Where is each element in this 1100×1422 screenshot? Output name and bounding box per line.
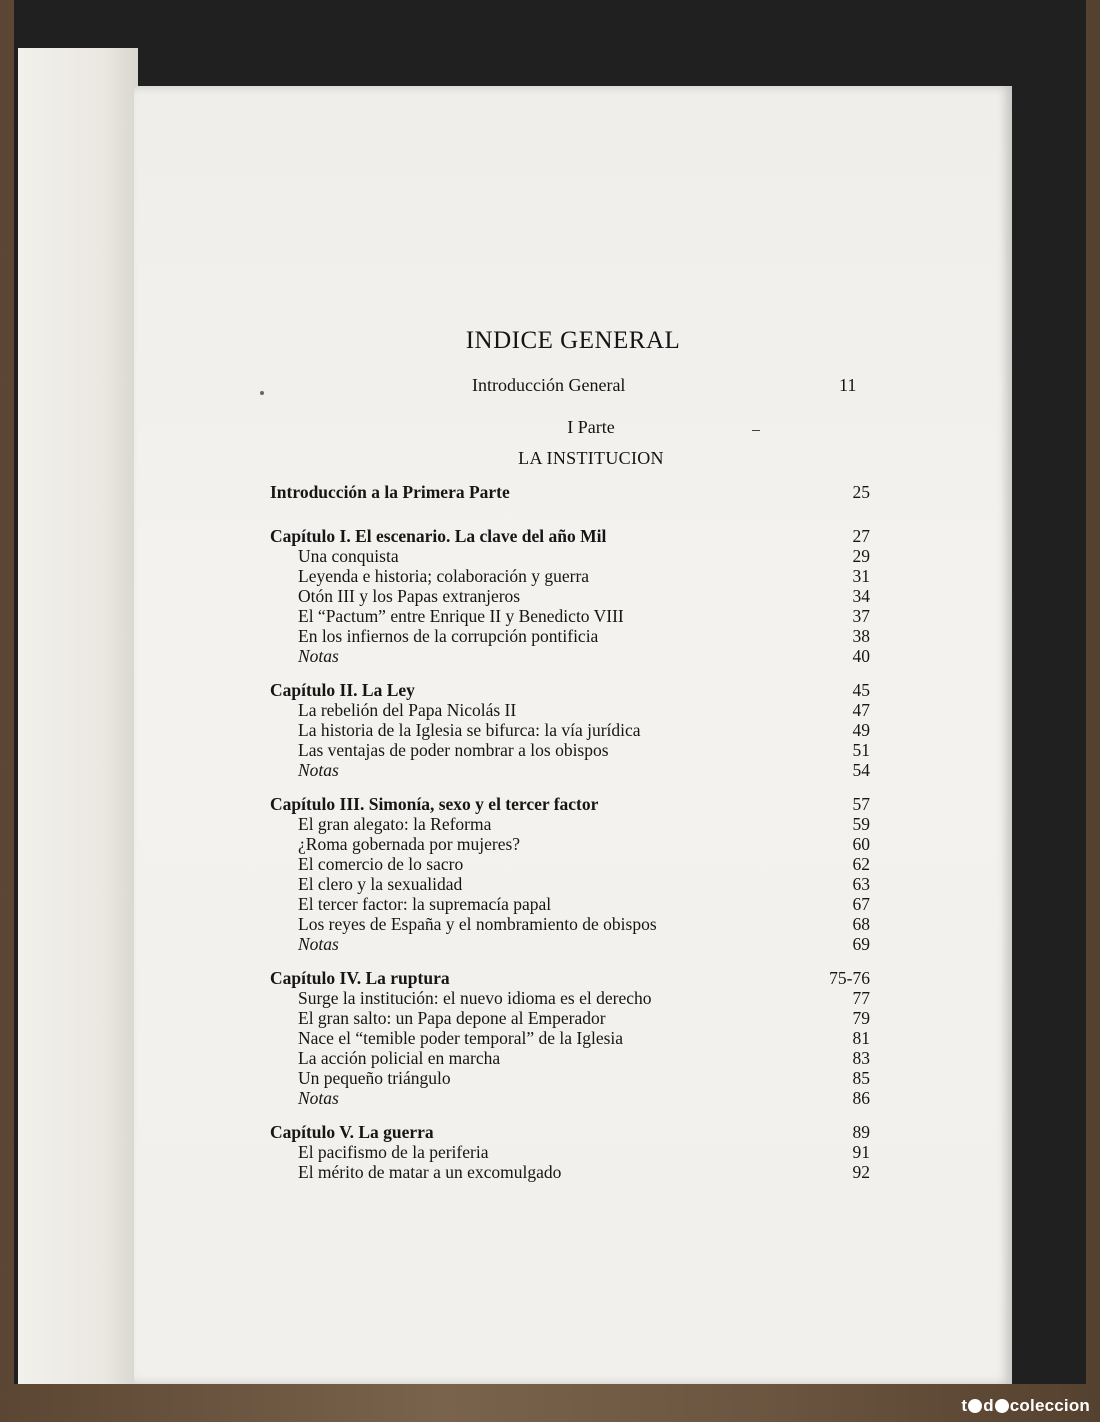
toc-entry-page: 51 [852,740,870,760]
section-entry [270,1048,870,1068]
toc-entry-page: 67 [852,894,870,914]
toc-entry-page: 77 [852,988,870,1008]
toc-entry-label: Notas [298,1088,339,1108]
print-mark [752,430,760,431]
toc-entry-page: 25 [852,482,870,502]
toc-entry-page: 54 [852,760,870,780]
toc-entry-page: 34 [852,586,870,606]
section-entry [270,740,870,760]
section-entry [270,546,870,566]
toc-entry-label: Capítulo II. La Ley [270,680,415,700]
toc-entry-label: Notas [298,646,339,666]
toc-entry-label: Introducción a la Primera Parte [270,482,510,502]
toc-entry-label: El “Pactum” entre Enrique II y Benedicto VIII [298,606,624,626]
toc-entry-page: 81 [852,1028,870,1048]
toc-entry-label: El clero y la sexualidad [298,874,463,894]
toc-entry-page: 83 [852,1048,870,1068]
page-title: INDICE GENERAL [465,327,681,354]
toc-entry-page: 27 [852,526,870,546]
toc-entry-page: 47 [852,700,870,720]
chapter-heading [270,968,870,988]
toc-entry-page: 62 [852,854,870,874]
toc-entry-label: Capítulo III. Simonía, sexo y el tercer factor [270,794,599,814]
chapter-block [270,526,870,666]
section-entry [270,606,870,626]
toc-entry-page: 40 [852,646,870,666]
watermark-text: coleccion [1009,1396,1090,1415]
notes-entry [270,646,870,666]
section-entry [270,874,870,894]
section-entry [270,1028,870,1048]
toc-entry-page: 85 [852,1068,870,1088]
toc-entry-label: Capítulo IV. La ruptura [270,968,450,988]
toc-entry-label: Capítulo I. El escenario. La clave del año Mil [270,526,607,546]
toc-entry-label: El gran salto: un Papa depone al Emperador [298,1008,606,1028]
section-entry [270,566,870,586]
toc-entry-page: 69 [852,934,870,954]
toc-entry-page: 89 [852,1122,870,1142]
chapter-heading [270,680,870,700]
toc-entry-label: El pacifismo de la periferia [298,1142,489,1162]
part-title: LA INSTITUCION [518,448,664,468]
section-entry [270,914,870,934]
part-label: I Parte [567,417,615,437]
book-page [134,86,1012,1384]
toc-entry-label: Otón III y los Papas extranjeros [298,586,521,606]
toc-entry-label: Leyenda e historia; colaboración y guerra [298,566,590,586]
section-entry [270,834,870,854]
section-entry [270,894,870,914]
section-entry [270,626,870,646]
toc-entry-page: 91 [852,1142,870,1162]
toc-entry-label: El mérito de matar a un excomulgado [298,1162,562,1182]
section-entry [270,814,870,834]
toc-entry-label: Un pequeño triángulo [298,1068,451,1088]
page-speck [260,391,264,395]
section-entry [270,988,870,1008]
toc-entry-page: 45 [852,680,870,700]
intro-general-page: 11 [839,375,857,395]
chapter-heading [270,526,870,546]
section-entry [270,720,870,740]
notes-entry [270,1088,870,1108]
toc-entry-page: 31 [852,566,870,586]
chapter-block [270,680,870,780]
toc-entry-label: Notas [298,934,339,954]
watermark-dot-icon [995,1399,1009,1413]
chapter-block [270,968,870,1108]
chapter-block [270,794,870,954]
toc-entry-label: ¿Roma gobernada por mujeres? [298,834,521,854]
chapter-heading [270,1122,870,1142]
toc-entry-label: Surge la institución: el nuevo idioma es el derecho [298,988,652,1008]
toc-entry-label: La acción policial en marcha [298,1048,501,1068]
toc-entry-page: 49 [852,720,870,740]
toc-entry-page: 59 [852,814,870,834]
toc-entry-label: Los reyes de España y el nombramiento de obispos [298,914,657,934]
toc-entry-label: Nace el “temible poder temporal” de la Iglesia [298,1028,624,1048]
watermark [961,1396,1090,1416]
toc-entry-label: El comercio de lo sacro [298,854,464,874]
table-of-contents [270,482,870,1182]
toc-entry-page: 57 [852,794,870,814]
watermark-text: d [983,1396,994,1415]
toc-intro-part [270,482,870,502]
notes-entry [270,760,870,780]
watermark-dot-icon [968,1399,982,1413]
toc-entry-page: 68 [852,914,870,934]
section-entry [270,700,870,720]
toc-entry-page: 63 [852,874,870,894]
intro-general-label: Introducción General [472,375,626,395]
toc-entry-page: 38 [852,626,870,646]
toc-entry-label: Una conquista [298,546,399,566]
chapter-block [270,1122,870,1182]
toc-entry-page: 75-76 [829,968,870,988]
left-page [18,48,138,1384]
toc-entry-label: Las ventajas de poder nombrar a los obispos [298,740,609,760]
watermark-text: t [961,1396,968,1415]
toc-entry-label: En los infiernos de la corrupción pontificia [298,626,599,646]
toc-entry-page: 37 [852,606,870,626]
section-entry [270,1162,870,1182]
toc-entry-label: La historia de la Iglesia se bifurca: la vía jurídica [298,720,641,740]
toc-entry-label: Capítulo V. La guerra [270,1122,434,1142]
toc-entry-label: Notas [298,760,339,780]
chapter-list [270,526,870,1182]
section-entry [270,1008,870,1028]
toc-entry-page: 29 [852,546,870,566]
notes-entry [270,934,870,954]
toc-entry-label: El tercer factor: la supremacía papal [298,894,552,914]
section-entry [270,1068,870,1088]
section-entry [270,586,870,606]
section-entry [270,854,870,874]
chapter-heading [270,794,870,814]
toc-entry-page: 86 [852,1088,870,1108]
toc-entry-label: El gran alegato: la Reforma [298,814,492,834]
toc-entry-label: La rebelión del Papa Nicolás II [298,700,517,720]
toc-entry-page: 60 [852,834,870,854]
toc-entry-page: 92 [852,1162,870,1182]
toc-entry-page: 79 [852,1008,870,1028]
section-entry [270,1142,870,1162]
